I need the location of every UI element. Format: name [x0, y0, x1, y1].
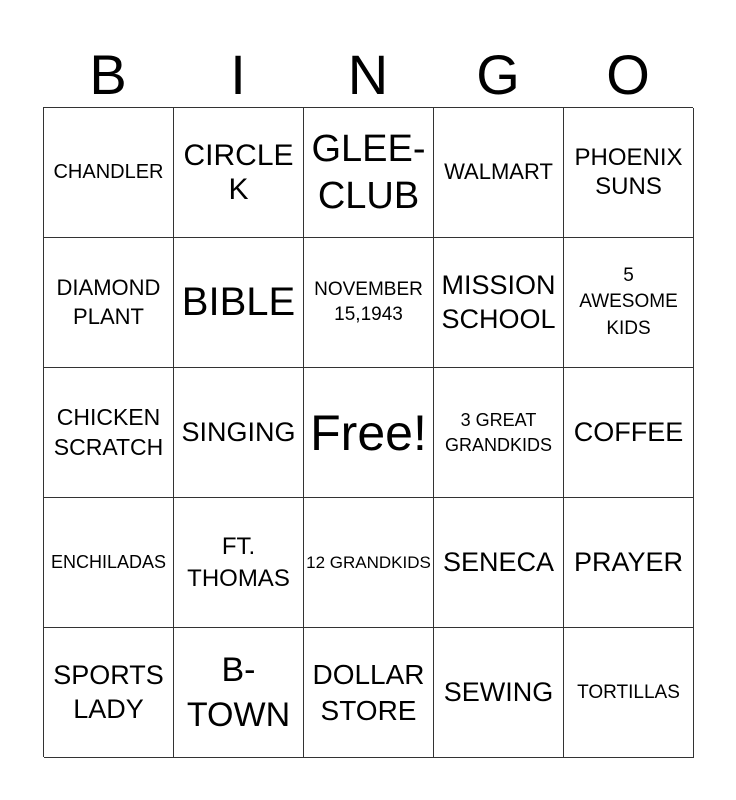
bingo-cell[interactable]: B-TOWN	[174, 628, 304, 758]
bingo-cell[interactable]: ENCHILADAS	[44, 498, 174, 628]
header-letter-n: N	[347, 43, 389, 106]
header-letter-g: G	[476, 43, 520, 106]
bingo-cell[interactable]: CHANDLER	[44, 108, 174, 238]
header-letter-i: I	[230, 43, 246, 106]
bingo-cell[interactable]: SENECA	[434, 498, 564, 628]
bingo-cell[interactable]: MISSION SCHOOL	[434, 238, 564, 368]
bingo-cell[interactable]: BIBLE	[174, 238, 304, 368]
bingo-board	[43, 107, 693, 757]
bingo-cell[interactable]: 12 GRANDKIDS	[304, 498, 434, 628]
free-space[interactable]: Free!	[304, 368, 434, 498]
bingo-cell[interactable]: SEWING	[434, 628, 564, 758]
bingo-cell[interactable]: SPORTS LADY	[44, 628, 174, 758]
bingo-cell[interactable]: SINGING	[174, 368, 304, 498]
bingo-header	[43, 44, 693, 106]
bingo-cell[interactable]: WALMART	[434, 108, 564, 238]
bingo-cell[interactable]: CHICKEN SCRATCH	[44, 368, 174, 498]
bingo-cell[interactable]: FT. THOMAS	[174, 498, 304, 628]
bingo-cell[interactable]: PHOENIX SUNS	[564, 108, 694, 238]
bingo-cell[interactable]: GLEE-CLUB	[304, 108, 434, 238]
bingo-cell[interactable]: CIRCLE K	[174, 108, 304, 238]
bingo-cell[interactable]: DOLLAR STORE	[304, 628, 434, 758]
bingo-cell[interactable]: NOVEMBER 15,1943	[304, 238, 434, 368]
bingo-cell[interactable]: PRAYER	[564, 498, 694, 628]
bingo-cell[interactable]: TORTILLAS	[564, 628, 694, 758]
header-letter-o: O	[606, 43, 650, 106]
bingo-cell[interactable]: DIAMOND PLANT	[44, 238, 174, 368]
header-letter-b: B	[89, 43, 127, 106]
bingo-cell[interactable]: COFFEE	[564, 368, 694, 498]
bingo-cell[interactable]: 5 AWESOME KIDS	[564, 238, 694, 368]
bingo-cell[interactable]: 3 GREAT GRANDKIDS	[434, 368, 564, 498]
